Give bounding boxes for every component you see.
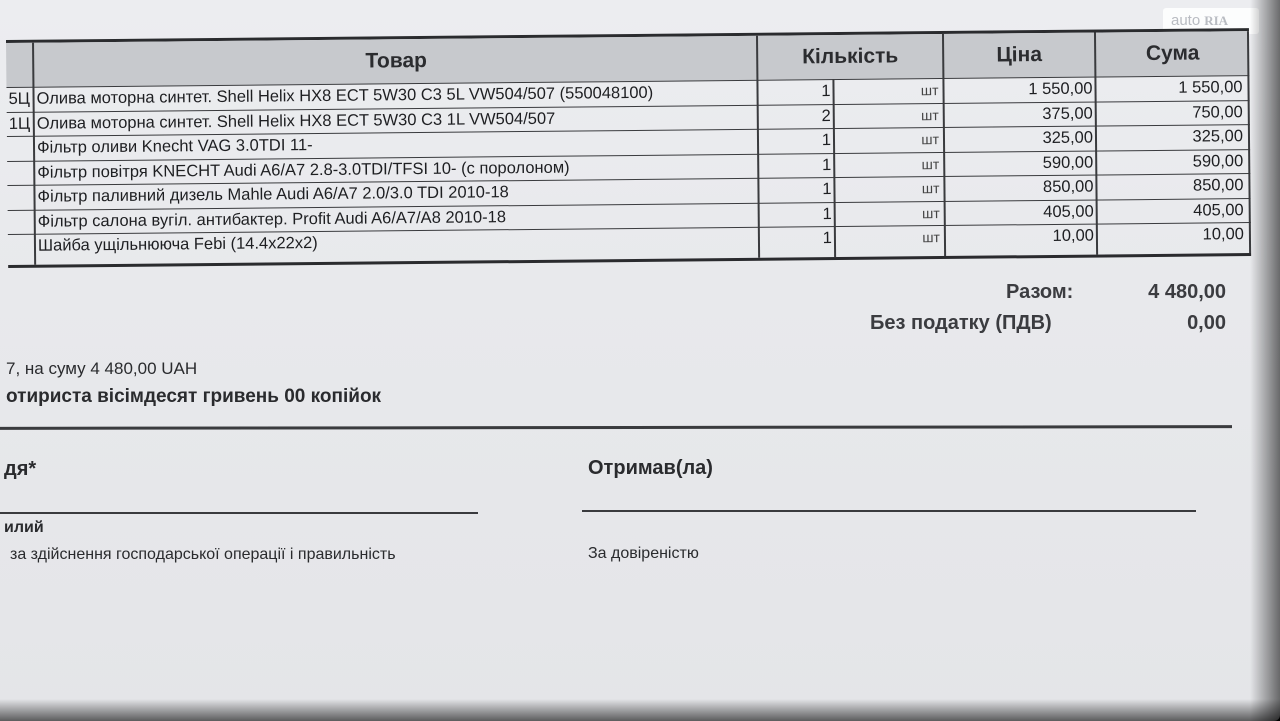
row-quantity: 1: [821, 82, 831, 101]
row-unit: шт: [921, 204, 940, 221]
row-product-name: Олива моторна синтет. Shell Helix HX8 ECT 5W30 C3 5L VW504/507 (550048100): [36, 83, 654, 108]
row-price: 10,00: [1052, 226, 1095, 245]
row-sum: 850,00: [1192, 176, 1244, 195]
total-label: Разом:: [1006, 281, 1074, 303]
row-unit: шт: [922, 229, 941, 246]
row-price: 325,00: [1042, 128, 1094, 148]
row-product-name: Фільтр повітря KNECHT Audi A6/A7 2.8-3.0TDI/TFSI 10- (с поролоном): [37, 158, 570, 182]
row-product-name: Фільтр оливи Knecht VAG 3.0TDI 11-: [36, 136, 313, 157]
photo-bottom-shadow: [0, 699, 1280, 721]
row-index: [10, 235, 34, 258]
row-product-name: Фільтр паливний дизель Mahle Audi A6/A7 2.0/3.0 TDI 2010-18: [37, 183, 509, 206]
row-index: [10, 210, 34, 233]
row-quantity: 1: [822, 229, 833, 248]
row-product-name: Олива моторна синтет. Shell Helix HX8 ECT 5W30 C3 1L VW504/507: [36, 109, 556, 133]
header-price: Ціна: [996, 43, 1043, 67]
left-signature-note: за здійснення господарської операції і правильність: [10, 546, 396, 563]
left-signature-title: дя*: [4, 458, 37, 480]
row-sum: 590,00: [1192, 151, 1244, 171]
left-signature-line: [0, 512, 478, 514]
row-unit: шт: [921, 180, 940, 197]
row-index: [9, 186, 33, 209]
row-quantity: 2: [821, 106, 831, 125]
header-product: Товар: [365, 48, 428, 73]
separator-line: [0, 425, 1232, 430]
row-price: 850,00: [1042, 177, 1094, 197]
header-sum: Сума: [1145, 41, 1200, 66]
row-unit: шт: [921, 106, 939, 123]
photo-edge-shadow: [1250, 0, 1280, 721]
amount-in-words: отириста вісімдесят гривень 00 копійок: [6, 386, 382, 407]
row-unit: шт: [920, 82, 939, 99]
row-unit: шт: [921, 131, 940, 148]
row-quantity: 1: [822, 204, 832, 223]
amount-line: 7, на суму 4 480,00 UAH: [6, 359, 198, 378]
header-quantity: Кількість: [802, 44, 899, 69]
row-sum: 405,00: [1193, 200, 1244, 220]
row-index: [9, 161, 33, 184]
row-sum: 325,00: [1192, 127, 1244, 146]
row-sum: 10,00: [1202, 225, 1245, 244]
invoice-table: [6, 28, 1251, 268]
row-product-name: Шайба ущільнююча Febi (14.4x22x2): [37, 234, 318, 255]
row-sum: 750,00: [1192, 102, 1243, 122]
right-signature-line: [582, 510, 1196, 512]
row-price: 375,00: [1042, 104, 1093, 123]
row-price: 590,00: [1042, 153, 1094, 172]
row-quantity: 1: [821, 131, 832, 150]
row-index: 1Ц: [8, 114, 31, 133]
row-index: 5Ц: [8, 89, 31, 108]
vat-label: Без податку (ПДВ): [870, 312, 1052, 334]
row-price: 405,00: [1043, 202, 1094, 221]
row-price: 1 550,00: [1028, 79, 1093, 99]
total-value: 4 480,00: [1148, 281, 1226, 303]
vat-value: 0,00: [1187, 312, 1226, 334]
right-signature-title: Отримав(ла): [588, 457, 713, 479]
row-sum: 1 550,00: [1178, 78, 1243, 97]
row-quantity: 1: [821, 155, 832, 174]
row-quantity: 1: [822, 180, 832, 199]
row-index: [9, 137, 33, 160]
left-signature-sub: илий: [4, 519, 44, 536]
watermark-logo: RIA: [1204, 13, 1229, 28]
row-unit: шт: [921, 155, 940, 172]
right-signature-note: За довіреністю: [588, 545, 699, 562]
row-product-name: Фільтр салона вугіл. антибактер. Profit Audi A6/A7/A8 2010-18: [37, 207, 507, 231]
watermark-brand: auto: [1171, 12, 1201, 29]
